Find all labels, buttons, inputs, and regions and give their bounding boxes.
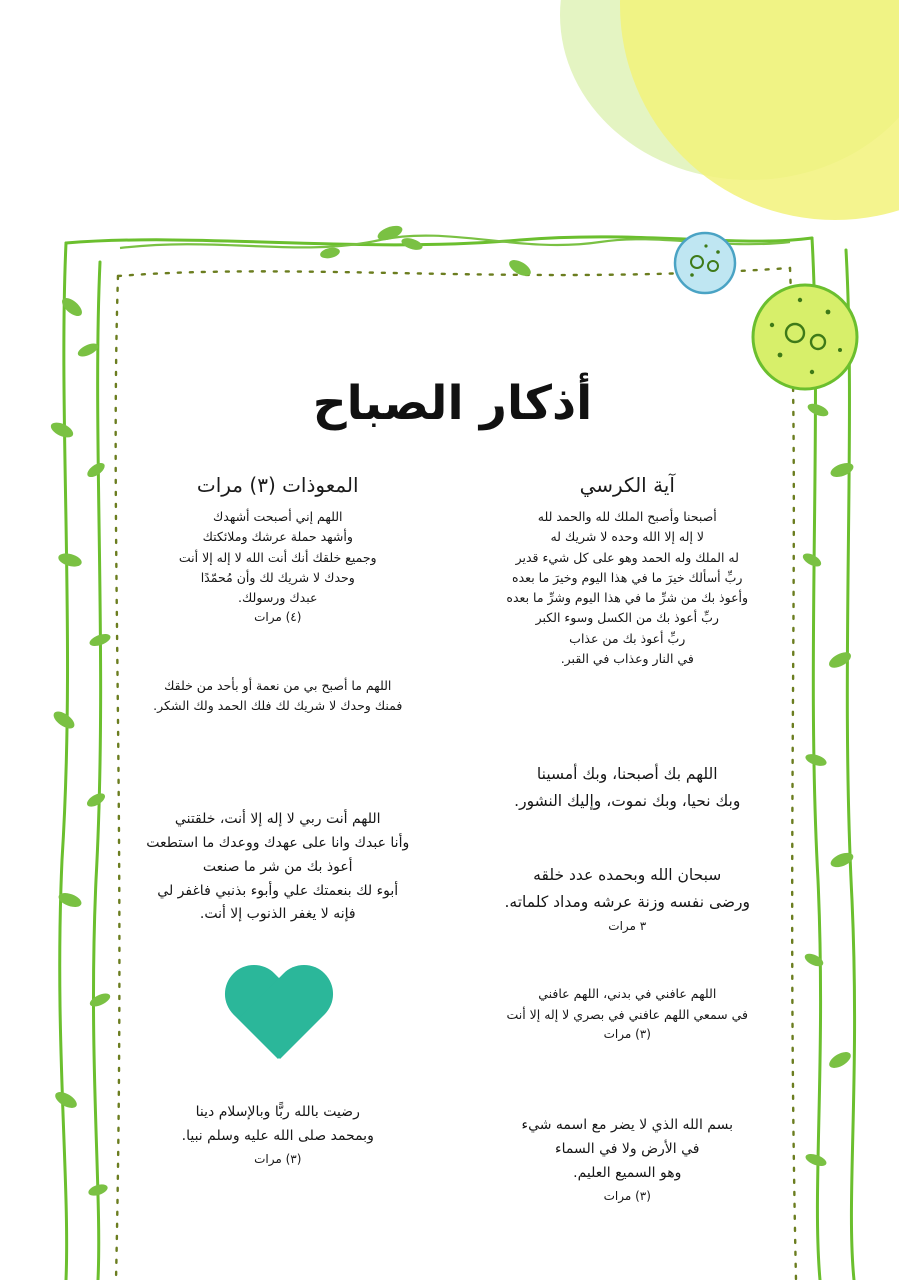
dhikr-block — [463, 507, 793, 669]
dhikr-line: وبك نحيا، وبك نموت، وإليك النشور. — [514, 791, 741, 810]
dhikr-line: ربِّ أسألك خيرَ ما في هذا اليوم وخيرَ ما بعده — [512, 569, 743, 585]
page-title: أذكار الصباح — [312, 376, 593, 431]
dhikr-line: في الأرض ولا في السماء — [555, 1140, 700, 1157]
repetition-count: (٣) مرات — [603, 1188, 651, 1203]
spacer — [113, 646, 443, 676]
dhikr-line: وأشهد حملة عرشك وملائكتك — [202, 529, 353, 545]
dhikr-line: أعوذ بك من شر ما صنعت — [202, 858, 353, 875]
dhikr-line: فإنه لا يغفر الذنوب إلا أنت. — [199, 906, 356, 923]
dhikr-line: وهو السميع العليم. — [573, 1164, 682, 1181]
dhikr-block — [463, 862, 793, 936]
heart-decoration-wrapper — [113, 967, 443, 1067]
spacer — [463, 832, 793, 862]
spacer — [463, 687, 793, 761]
dhikr-line: ربِّ أعوذ بك من عذاب — [569, 630, 686, 646]
dhikr-line: وأنا عبدك وانا على عهدك ووعدك ما استطعت — [146, 834, 410, 851]
column-muawwidhat — [95, 473, 453, 1224]
dhikr-line: له الملك وله الحمد وهو على كل شيء قدير — [515, 549, 739, 565]
dhikr-line: ورضى نفسه وزنة عرشه ومداد كلماته. — [504, 892, 751, 911]
dhikr-block — [463, 984, 793, 1044]
columns-wrapper — [95, 473, 810, 1224]
dhikr-line: فمنك وحدك لا شريك لك فلك الحمد ولك الشكر. — [153, 697, 403, 713]
dhikr-line: سبحان الله وبحمده عدد خلقه — [533, 866, 722, 885]
spacer — [463, 1062, 793, 1114]
dhikr-line: اللهم أنت ربي لا إله إلا أنت، خلقتني — [174, 811, 381, 828]
column-heading-left: المعوذات (٣) مرات — [196, 473, 359, 497]
dhikr-block — [113, 1101, 443, 1169]
repetition-count: ٣ مرات — [608, 918, 647, 933]
dhikr-line: وبمحمد صلى الله عليه وسلم نبيا. — [181, 1127, 374, 1144]
dhikr-line: أصبحنا وأصبح الملك لله والحمد لله — [537, 509, 717, 524]
dotted-circle-small — [675, 233, 735, 293]
dhikr-line: ربِّ أعوذ بك من الكسل وسوء الكبر — [535, 610, 719, 626]
dhikr-line: اللهم إني أصبحت أشهدك — [212, 509, 343, 524]
dhikr-line: رضيت بالله ربًّا وبالإسلام دينا — [195, 1104, 360, 1121]
dhikr-line: اللهم عافني في بدني، اللهم عافني — [538, 986, 717, 1002]
repetition-count: (٣) مرات — [254, 1151, 302, 1166]
poster-content — [95, 330, 810, 1230]
dhikr-line: وجميع خلقك أنك أنت الله لا إله إلا أنت — [178, 549, 377, 565]
dhikr-line: اللهم بك أصبحنا، وبك أمسينا — [536, 765, 718, 783]
repetition-count: (٤) مرات — [254, 610, 302, 625]
dhikr-line: في النار وعذاب في القبر. — [560, 650, 694, 666]
dhikr-line: بسم الله الذي لا يضر مع اسمه شيء — [521, 1117, 733, 1134]
dhikr-block — [113, 808, 443, 927]
dhikr-line: في سمعي اللهم عافني في بصري لا إله إلا أنت — [506, 1006, 749, 1022]
repetition-count: (٣) مرات — [603, 1026, 651, 1041]
dhikr-block — [113, 676, 443, 717]
dhikr-block — [113, 507, 443, 628]
dhikr-line: لا إله إلا الله وحده لا شريك له — [550, 529, 705, 545]
column-heading-right: آية الكرسي — [579, 473, 675, 497]
dhikr-line: أبوء لك بنعمتك علي وأبوء بذنبي فاغفر لي — [157, 882, 399, 899]
dhikr-block — [463, 761, 793, 814]
spacer — [113, 734, 443, 808]
spacer — [463, 954, 793, 984]
dhikr-block — [463, 1114, 793, 1206]
heart-icon — [222, 967, 334, 1067]
dhikr-line: اللهم ما أصبح بي من نعمة أو بأحد من خلقك — [164, 677, 392, 693]
dhikr-line: وحدك لا شريك لك وأن مُحمّدًا — [200, 569, 355, 585]
column-ayat-alkursi — [453, 473, 811, 1224]
dhikr-line: وأعوذ بك من شرِّ ما في هذا اليوم وشرِّ ما بعده — [506, 590, 749, 605]
dhikr-line: عبدك ورسولك. — [238, 590, 318, 605]
